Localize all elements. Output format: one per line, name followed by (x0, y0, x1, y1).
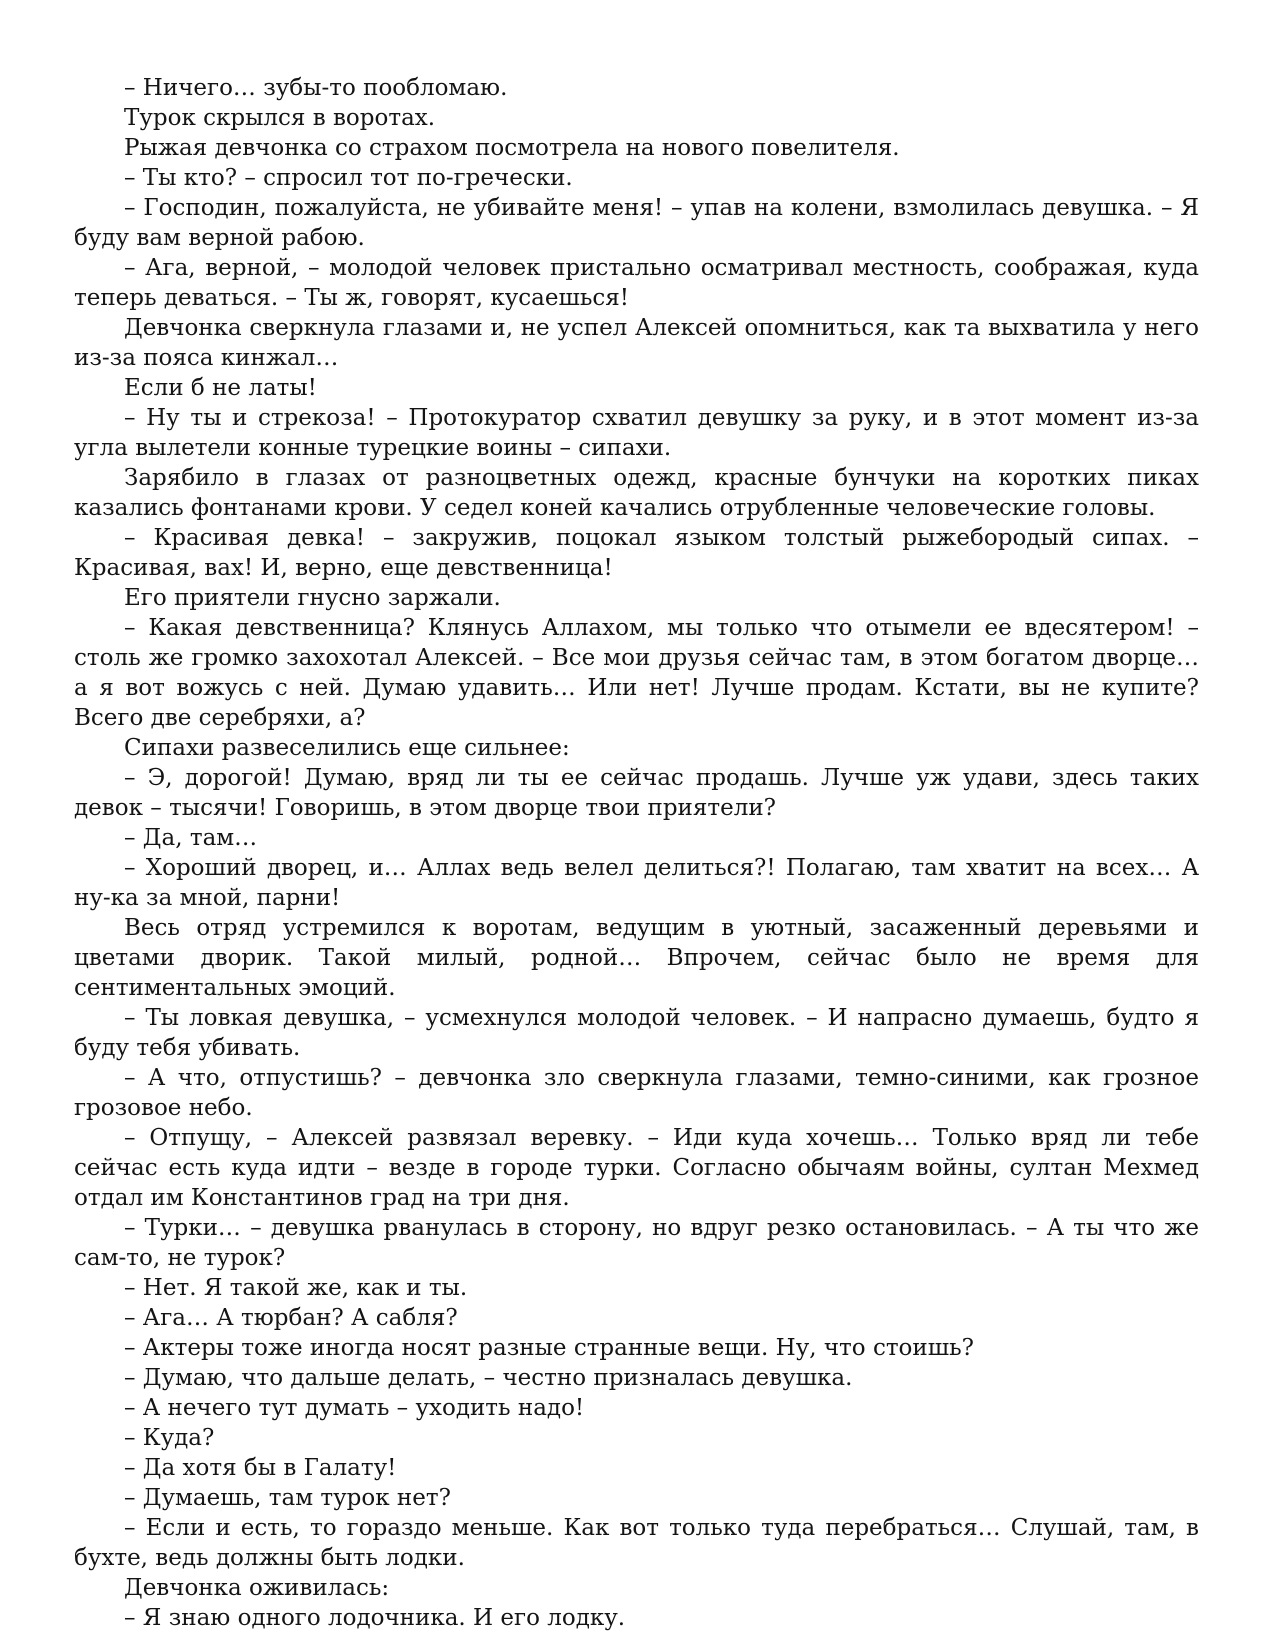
paragraph: Девчонка оживилась: (124, 1575, 390, 1601)
paragraph: – Если и есть, то гораздо меньше. Как вот только туда перебраться… Слушай, там, в бухте, ведь должны быть лодки. (74, 1515, 1199, 1571)
paragraph: – Ага… А тюрбан? А сабля? (124, 1305, 458, 1331)
paragraph: Девчонка сверкнула глазами и, не успел Алексей опомниться, как та выхватила у него из-за пояса кинжал… (74, 315, 1199, 371)
paragraph: – Да, там… (124, 825, 258, 851)
paragraph: – Э, дорогой! Думаю, вряд ли ты ее сейчас продашь. Лучше уж удави, здесь таких девок – тысячи! Говоришь, в этом дворце твои приятели? (74, 765, 1199, 821)
paragraph: – Ты кто? – спросил тот по-гречески. (124, 165, 573, 191)
paragraph: Сипахи развеселились еще сильнее: (124, 735, 570, 761)
paragraph: – Ну ты и стрекоза! – Протокуратор схватил девушку за руку, и в этот момент из-за угла вылетели конные турецкие воины – сипахи. (74, 405, 1199, 461)
paragraph: Турок скрылся в воротах. (124, 105, 436, 131)
paragraph: – Ты ловкая девушка, – усмехнулся молодой человек. – И напрасно думаешь, будто я буду тебя убивать. (74, 1005, 1199, 1061)
paragraph: – А что, отпустишь? – девчонка зло сверкнула глазами, темно-синими, как грозное грозовое небо. (74, 1065, 1199, 1121)
paragraph: – Хороший дворец, и… Аллах ведь велел делиться?! Полагаю, там хватит на всех… А ну-ка за мной, парни! (74, 855, 1199, 911)
paragraph: – Какая девственница? Клянусь Аллахом, мы только что отымели ее вдесятером! – столь же громко захохотал Алексей. – Все мои друзья сейчас там, в этом богатом дворце… а я вот вожусь с ней. Думаю удавить… Или нет! Лучше продам. Кстати, вы не купите? Всего две серебряхи, а? (74, 615, 1199, 731)
paragraph: – Красивая девка! – закружив, поцокал языком толстый рыжебородый сипах. – Красивая, вах! И, верно, еще девственница! (74, 525, 1199, 581)
paragraph: – Да хотя бы в Галату! (124, 1455, 397, 1481)
paragraph: Его приятели гнусно заржали. (124, 585, 501, 611)
paragraph: – Нет. Я такой же, как и ты. (124, 1275, 468, 1301)
paragraph: Зарябило в глазах от разноцветных одежд, красные бунчуки на коротких пиках казались фонтанами крови. У седел коней качались отрубленные человеческие головы. (74, 465, 1199, 521)
paragraph: – Куда? (124, 1425, 215, 1451)
paragraph: – А нечего тут думать – уходить надо! (124, 1395, 585, 1421)
paragraph: Весь отряд устремился к воротам, ведущим в уютный, засаженный деревьями и цветами дворик. Такой милый, родной… Впрочем, сейчас было не время для сентиментальных эмоций. (74, 915, 1199, 1001)
paragraph: – Ага, верной, – молодой человек пристально осматривал местность, соображая, куда теперь деваться. – Ты ж, говорят, кусаешься! (74, 255, 1199, 311)
paragraph: Рыжая девчонка со страхом посмотрела на нового повелителя. (124, 135, 900, 161)
paragraph: Если б не латы! (124, 375, 317, 401)
page-text (74, 73, 1199, 1633)
paragraph: – Думаю, что дальше делать, – честно призналась девушка. (124, 1365, 853, 1391)
paragraph: – Ничего… зубы-то пообломаю. (124, 75, 508, 101)
paragraph: – Я знаю одного лодочника. И его лодку. (124, 1605, 626, 1631)
paragraph: – Господин, пожалуйста, не убивайте меня! – упав на колени, взмолилась девушка. – Я буду вам верной рабою. (74, 195, 1199, 251)
paragraph: – Отпущу, – Алексей развязал веревку. – Иди куда хочешь… Только вряд ли тебе сейчас есть куда идти – везде в городе турки. Согласно обычаям войны, султан Мехмед отдал им Константинов град на три дня. (74, 1125, 1199, 1211)
paragraph: – Думаешь, там турок нет? (124, 1485, 451, 1511)
paragraph: – Актеры тоже иногда носят разные странные вещи. Ну, что стоишь? (124, 1335, 974, 1361)
paragraph: – Турки… – девушка рванулась в сторону, но вдруг резко остановилась. – А ты что же сам-то, не турок? (74, 1215, 1199, 1271)
